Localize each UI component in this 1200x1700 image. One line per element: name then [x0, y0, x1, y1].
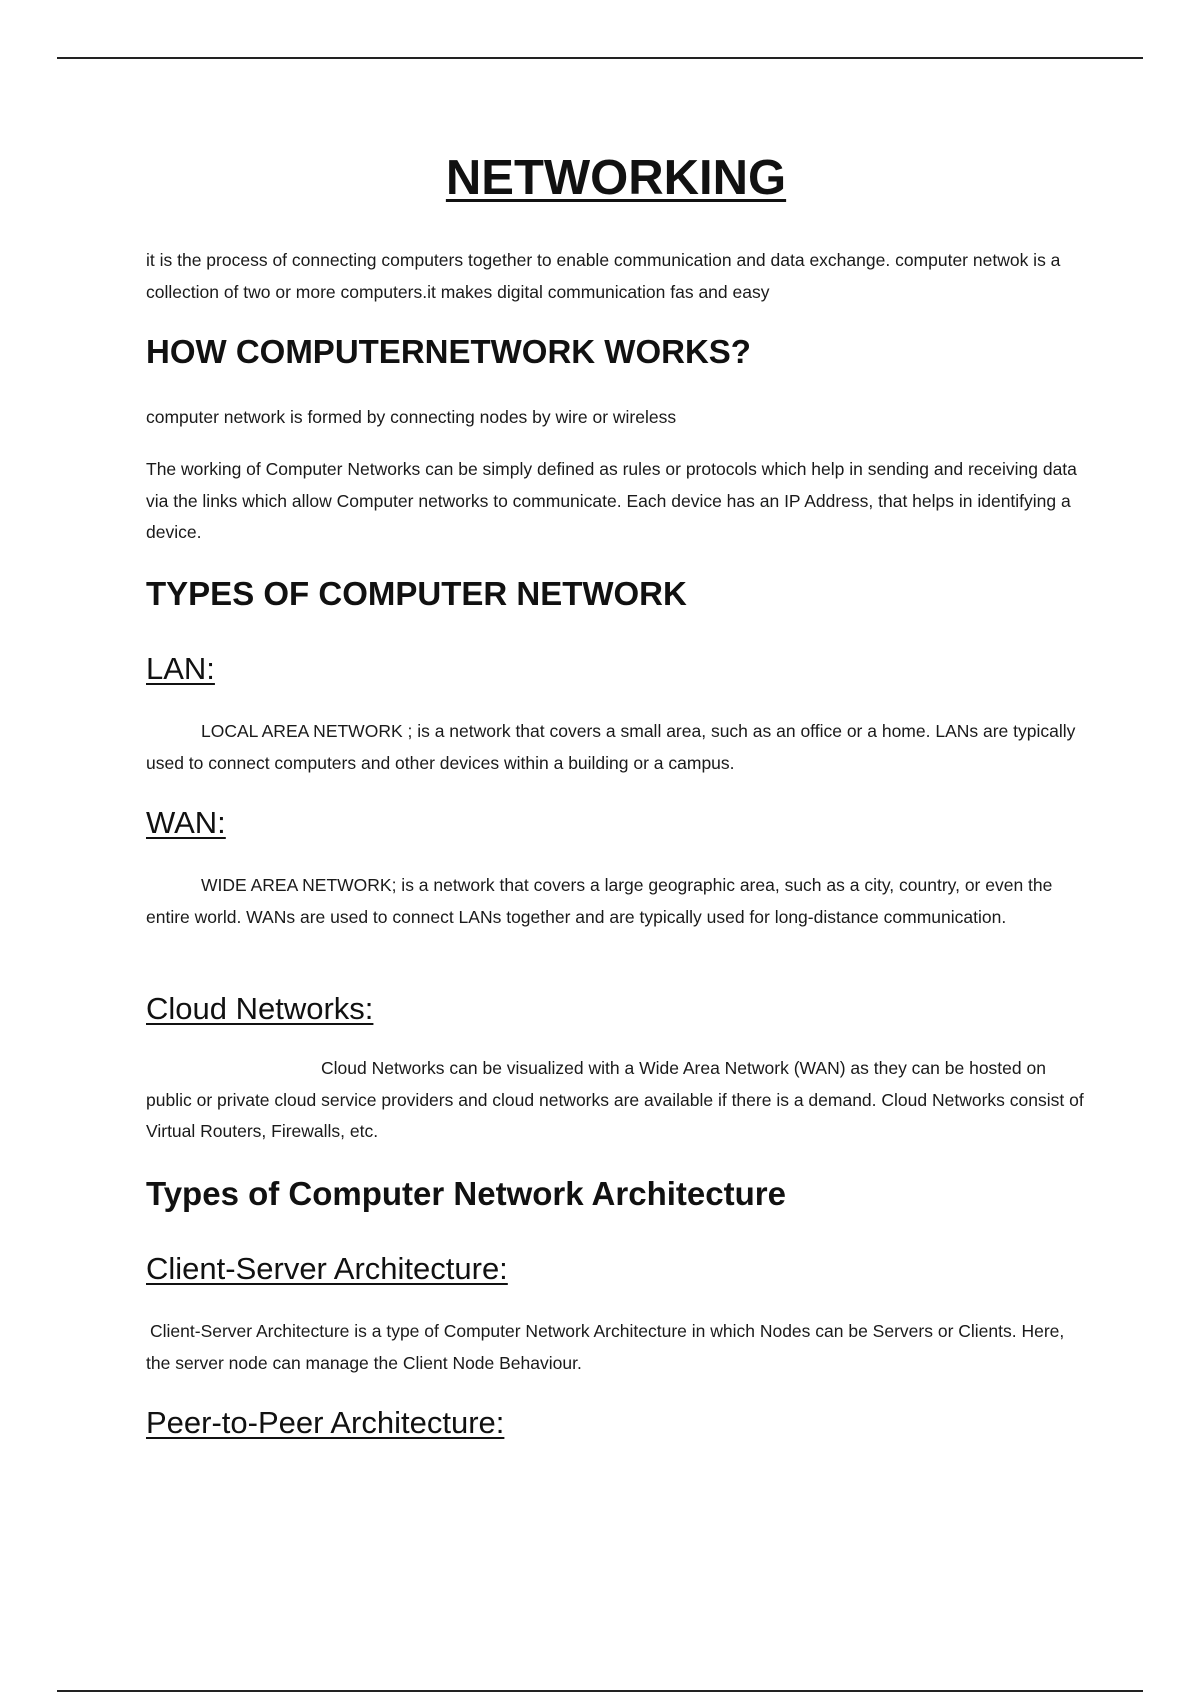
peer-to-peer-heading-text: Peer-to-Peer Architecture:: [146, 1405, 505, 1440]
wan-heading-text: WAN:: [146, 805, 226, 840]
how-paragraph-1: computer network is formed by connecting nodes by wire or wireless: [146, 407, 677, 427]
cloud-heading-text: Cloud Networks:: [146, 991, 374, 1026]
bottom-rule: [57, 1690, 1143, 1692]
architecture-heading: Types of Computer Network Architecture: [146, 1175, 786, 1212]
page-title: [146, 148, 1086, 208]
wan-heading: [146, 802, 226, 844]
client-server-paragraph: Client-Server Architecture is a type of Computer Network Architecture in which Nodes can be Servers or Clients. Here, the server node can manage the Client Node Behaviour.: [146, 1321, 1065, 1373]
cloud-heading: [146, 988, 373, 1030]
lan-paragraph: LOCAL AREA NETWORK ; is a network that covers a small area, such as an office or a home. LANs are typically used to connect computers and other devices within a building or a campus.: [146, 721, 1076, 773]
cloud-paragraph: Cloud Networks can be visualized with a Wide Area Network (WAN) as they can be hosted on public or private cloud service providers and cloud networks are available if there is a demand. Cloud Networks consist of Virtual Routers, Firewalls, etc.: [146, 1058, 1084, 1141]
types-heading: TYPES OF COMPUTER NETWORK: [146, 575, 687, 612]
intro-paragraph: it is the process of connecting computers together to enable communication and data exchange. computer netwok is a collection of two or more computers.it makes digital communication fas and easy: [146, 250, 1061, 302]
top-rule: [57, 57, 1143, 59]
lan-heading-text: LAN:: [146, 651, 215, 686]
wan-paragraph: WIDE AREA NETWORK; is a network that covers a large geographic area, such as a city, country, or even the entire world. WANs are used to connect LANs together and are typically used for long-distance communication.: [146, 875, 1053, 927]
lan-heading: [146, 648, 215, 690]
how-paragraph-2: The working of Computer Networks can be simply defined as rules or protocols which help in sending and receiving data via the links which allow Computer networks to communicate. Each device has an IP Address, that helps in identifying a device.: [146, 459, 1077, 542]
client-server-heading-text: Client-Server Architecture:: [146, 1251, 508, 1286]
how-network-works-heading: HOW COMPUTERNETWORK WORKS?: [146, 333, 751, 370]
page-title-text: NETWORKING: [445, 151, 787, 205]
peer-to-peer-heading: [146, 1402, 504, 1444]
client-server-heading: [146, 1248, 508, 1290]
